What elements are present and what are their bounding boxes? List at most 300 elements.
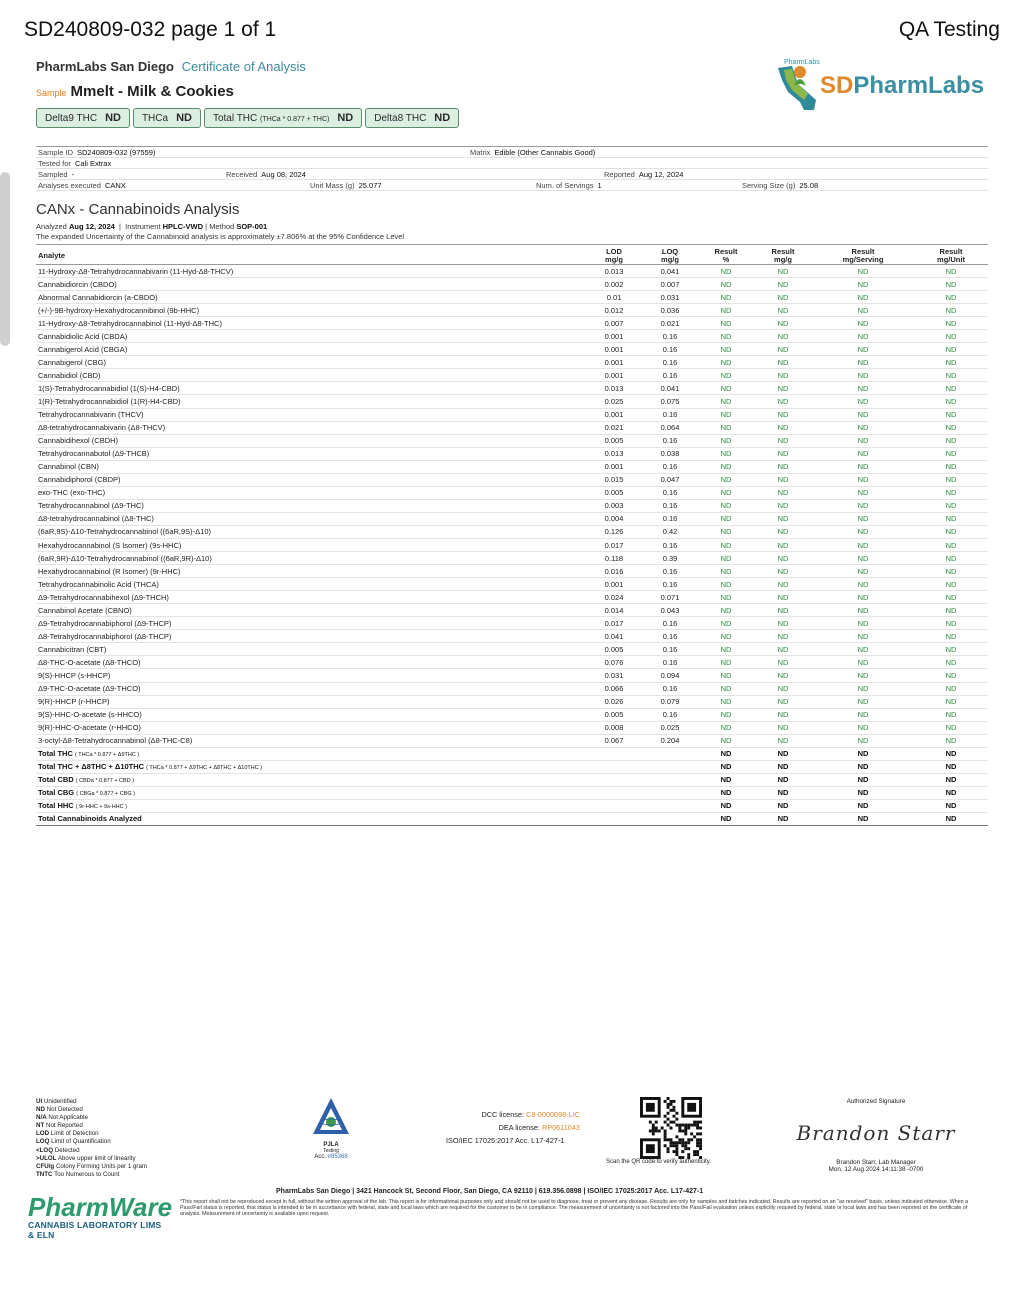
analyte-cell: 9(S)-HHCP (s-HHCP) (36, 669, 586, 682)
result-pct-cell: ND (698, 278, 754, 291)
loq-cell: 0.047 (642, 473, 698, 486)
result-serving-cell: ND (812, 695, 914, 708)
empty-cell (642, 786, 698, 799)
table-row (36, 604, 988, 617)
result-unit-cell: ND (914, 525, 988, 538)
result-pct-cell: ND (698, 525, 754, 538)
result-mgg-cell: ND (754, 408, 812, 421)
lod-cell: 0.002 (586, 278, 642, 291)
legend-item: CFU/g Colony Forming Units per 1 gram (36, 1162, 148, 1170)
sample-name: Mmelt - Milk & Cookies (70, 83, 234, 100)
result-mgg-cell: ND (754, 421, 812, 434)
result-serving-cell: ND (812, 317, 914, 330)
result-unit-cell: ND (914, 304, 988, 317)
table-row (36, 695, 988, 708)
result-mgg-cell: ND (754, 343, 812, 356)
result-pct-cell: ND (698, 408, 754, 421)
table-row (36, 617, 988, 630)
table-row (36, 656, 988, 669)
loq-cell: 0.079 (642, 695, 698, 708)
abbreviation-legend (36, 1098, 147, 1179)
result-serving-cell: ND (812, 512, 914, 525)
legend-item: LOD Limit of Detection (36, 1130, 99, 1138)
result-mgg-cell: ND (754, 512, 812, 525)
loq-cell: 0.16 (642, 512, 698, 525)
result-serving-cell: ND (812, 617, 914, 630)
analyte-cell: Abnormal Cannabidiorcin (a-CBDO) (36, 291, 586, 304)
loq-cell: 0.031 (642, 291, 698, 304)
loq-cell: 0.16 (642, 565, 698, 578)
analyte-cell: 11-Hydroxy-Δ8-Tetrahydrocannabinol (11-Hyd-Δ8-THC) (36, 317, 586, 330)
loq-cell: 0.16 (642, 538, 698, 551)
result-serving-cell: ND (812, 525, 914, 538)
dcc-license: DCC license: C8-0000098-LIC (481, 1110, 580, 1119)
loq-cell: 0.071 (642, 591, 698, 604)
analyte-cell: Cannabinol (CBN) (36, 460, 586, 473)
total-result-cell: ND (914, 747, 988, 760)
legend-item: TNTC Too Numerous to Count (36, 1170, 120, 1178)
pharmware-tagline: CANNABIS LABORATORY LIMS & ELN (28, 1220, 162, 1240)
result-unit-cell: ND (914, 369, 988, 382)
legend-item: ND Not Detected (36, 1106, 83, 1114)
result-mgg-cell: ND (754, 669, 812, 682)
legend-item: LOQ Limit of Quantification (36, 1138, 111, 1146)
badge-delta8-thc: Delta8 THC ND (365, 108, 459, 128)
lod-cell: 0.001 (586, 356, 642, 369)
total-label-cell: Total THC ( THCa * 0.877 + Δ9THC ) (36, 747, 586, 760)
result-pct-cell: ND (698, 682, 754, 695)
loq-cell: 0.036 (642, 304, 698, 317)
result-mgg-cell: ND (754, 382, 812, 395)
result-unit-cell: ND (914, 512, 988, 525)
table-row (36, 408, 988, 421)
result-pct-cell: ND (698, 695, 754, 708)
sample-title-line (36, 83, 234, 100)
total-result-cell: ND (698, 786, 754, 799)
result-unit-cell: ND (914, 604, 988, 617)
result-mgg-cell: ND (754, 356, 812, 369)
result-pct-cell: ND (698, 356, 754, 369)
loq-cell: 0.16 (642, 356, 698, 369)
lod-cell: 0.076 (586, 656, 642, 669)
analyte-cell: 11-Hydroxy-Δ8-Tetrahydrocannabivarin (11-Hyd-Δ8-THCV) (36, 265, 586, 278)
total-row (36, 747, 988, 760)
result-mgg-cell: ND (754, 708, 812, 721)
result-serving-cell: ND (812, 565, 914, 578)
total-label-cell: Total THC + Δ8THC + Δ10THC ( THCa * 0.877 + Δ9THC + Δ8THC + Δ10THC ) (36, 760, 586, 773)
result-mgg-cell: ND (754, 617, 812, 630)
table-row (36, 460, 988, 473)
license-info (446, 1108, 580, 1147)
lod-cell: 0.004 (586, 512, 642, 525)
cannabinoid-results-table (36, 244, 988, 826)
empty-cell (586, 773, 642, 786)
result-pct-cell: ND (698, 630, 754, 643)
result-serving-cell: ND (812, 721, 914, 734)
analyte-cell: Hexahydrocannabinol (R Isomer) (9r-HHC) (36, 565, 586, 578)
analyte-cell: Δ9-THC-O-acetate (Δ9-THCO) (36, 682, 586, 695)
result-serving-cell: ND (812, 669, 914, 682)
result-pct-cell: ND (698, 734, 754, 747)
result-unit-cell: ND (914, 565, 988, 578)
result-mgg-cell: ND (754, 460, 812, 473)
table-row (36, 447, 988, 460)
result-pct-cell: ND (698, 395, 754, 408)
analyte-cell: Δ9-Tetrahydrocannabihexol (Δ9-THCH) (36, 591, 586, 604)
empty-cell (586, 786, 642, 799)
signature-heading: Authorized Signature (846, 1098, 906, 1105)
total-label-cell: Total CBG ( CBGa * 0.877 + CBG ) (36, 786, 586, 799)
loq-cell: 0.16 (642, 617, 698, 630)
table-row (36, 278, 988, 291)
result-unit-cell: ND (914, 330, 988, 343)
result-mgg-cell: ND (754, 369, 812, 382)
info-row: Sampled - Received Aug 08, 2024 Reported Aug 12, 2024 (36, 169, 988, 180)
lod-cell: 0.024 (586, 591, 642, 604)
qr-caption: Scan the QR code to verify authenticity. (606, 1159, 711, 1165)
total-result-cell: ND (812, 747, 914, 760)
analyte-cell: Cannabidihexol (CBDH) (36, 434, 586, 447)
result-pct-cell: ND (698, 265, 754, 278)
result-serving-cell: ND (812, 643, 914, 656)
viewer-header (24, 18, 1000, 48)
result-serving-cell: ND (812, 486, 914, 499)
sdpharmlabs-logo (770, 56, 984, 114)
table-row (36, 421, 988, 434)
col-result-serving: Result mg/Serving (812, 245, 914, 265)
signature-timestamp: Mon, 12 Aug 2024 14:11:38 -0700 (828, 1166, 924, 1173)
scrollbar-thumb[interactable] (0, 172, 10, 346)
result-pct-cell: ND (698, 604, 754, 617)
result-pct-cell: ND (698, 369, 754, 382)
result-pct-cell: ND (698, 538, 754, 551)
table-row (36, 382, 988, 395)
total-row (36, 799, 988, 812)
result-pct-cell: ND (698, 330, 754, 343)
result-pct-cell: ND (698, 421, 754, 434)
loq-cell: 0.16 (642, 682, 698, 695)
signer-name: Brandon Starr, Lab Manager (836, 1159, 916, 1166)
result-serving-cell: ND (812, 656, 914, 669)
sample-label: Sample (36, 88, 67, 98)
analyte-cell: Cannabigerol (CBG) (36, 356, 586, 369)
total-result-cell: ND (812, 799, 914, 812)
result-serving-cell: ND (812, 473, 914, 486)
result-mgg-cell: ND (754, 538, 812, 551)
legend-item: N/A Not Applicable (36, 1114, 88, 1122)
total-result-cell: ND (698, 799, 754, 812)
uncertainty-note: The expanded Uncertainty of the Cannabinoid analysis is approximately ±7.806% at the 95% Confidence Level (36, 232, 405, 241)
result-unit-cell: ND (914, 656, 988, 669)
total-result-cell: ND (754, 760, 812, 773)
result-serving-cell: ND (812, 330, 914, 343)
table-row (36, 734, 988, 747)
result-serving-cell: ND (812, 356, 914, 369)
lod-cell: 0.005 (586, 643, 642, 656)
col-result-unit: Result mg/Unit (914, 245, 988, 265)
result-serving-cell: ND (812, 734, 914, 747)
result-unit-cell: ND (914, 278, 988, 291)
analyte-cell: 9(R)-HHCP (r-HHCP) (36, 695, 586, 708)
result-mgg-cell: ND (754, 643, 812, 656)
viewer-mode-label: QA Testing (898, 18, 1000, 41)
col-loq: LOQ mg/g (642, 245, 698, 265)
analyte-cell: 9(S)-HHC-O-acetate (s-HHCO) (36, 708, 586, 721)
result-mgg-cell: ND (754, 630, 812, 643)
table-row (36, 538, 988, 551)
analysis-title: CANx - Cannabinoids Analysis (36, 201, 240, 218)
result-serving-cell: ND (812, 304, 914, 317)
result-mgg-cell: ND (754, 721, 812, 734)
empty-cell (642, 812, 698, 825)
lod-cell: 0.001 (586, 369, 642, 382)
loq-cell: 0.16 (642, 643, 698, 656)
table-row (36, 304, 988, 317)
result-serving-cell: ND (812, 291, 914, 304)
result-mgg-cell: ND (754, 552, 812, 565)
total-result-cell: ND (698, 812, 754, 825)
result-unit-cell: ND (914, 721, 988, 734)
analyte-cell: Cannabidiorcin (CBDO) (36, 278, 586, 291)
result-pct-cell: ND (698, 656, 754, 669)
lod-cell: 0.005 (586, 486, 642, 499)
result-unit-cell: ND (914, 356, 988, 369)
result-pct-cell: ND (698, 565, 754, 578)
total-result-cell: ND (698, 747, 754, 760)
signature-image: Brandon Starr (796, 1121, 956, 1145)
table-row (36, 434, 988, 447)
result-pct-cell: ND (698, 643, 754, 656)
result-pct-cell: ND (698, 343, 754, 356)
lod-cell: 0.013 (586, 265, 642, 278)
loq-cell: 0.041 (642, 382, 698, 395)
total-row (36, 760, 988, 773)
lod-cell: 0.026 (586, 695, 642, 708)
analyte-cell: 3-octyl-Δ8-Tetrahydrocannabinol (Δ8-THC-C8) (36, 734, 586, 747)
table-row (36, 669, 988, 682)
lod-cell: 0.003 (586, 499, 642, 512)
total-result-cell: ND (914, 786, 988, 799)
lod-cell: 0.025 (586, 395, 642, 408)
lod-cell: 0.015 (586, 473, 642, 486)
lod-cell: 0.001 (586, 330, 642, 343)
result-serving-cell: ND (812, 343, 914, 356)
loq-cell: 0.42 (642, 525, 698, 538)
analyte-cell: exo-THC (exo-THC) (36, 486, 586, 499)
info-row: Tested for Cali Extrax (36, 158, 988, 169)
loq-cell: 0.064 (642, 421, 698, 434)
loq-cell: 0.16 (642, 330, 698, 343)
loq-cell: 0.16 (642, 369, 698, 382)
result-pct-cell: ND (698, 708, 754, 721)
table-row (36, 265, 988, 278)
total-row (36, 812, 988, 825)
result-pct-cell: ND (698, 382, 754, 395)
total-label-cell: Total CBD ( CBDa * 0.877 + CBD ) (36, 773, 586, 786)
table-row (36, 721, 988, 734)
lod-cell: 0.014 (586, 604, 642, 617)
total-result-cell: ND (812, 786, 914, 799)
dea-license: DEA license: RP0611043 (498, 1123, 580, 1132)
total-result-cell: ND (754, 747, 812, 760)
legend-item: <LOQ Detected (36, 1146, 80, 1154)
col-result-pct: Result % (698, 245, 754, 265)
qr-code-icon[interactable] (640, 1097, 702, 1159)
table-row (36, 565, 988, 578)
loq-cell: 0.094 (642, 669, 698, 682)
result-mgg-cell: ND (754, 695, 812, 708)
total-result-cell: ND (812, 812, 914, 825)
lod-cell: 0.017 (586, 617, 642, 630)
pharmware-wordmark: PharmWare (28, 1192, 173, 1222)
lod-cell: 0.118 (586, 552, 642, 565)
badge-total-thc: Total THC (THCa * 0.877 + THC) ND (204, 108, 362, 128)
empty-cell (642, 747, 698, 760)
result-unit-cell: ND (914, 538, 988, 551)
legend-item: UI Unidentified (36, 1098, 77, 1105)
table-row (36, 682, 988, 695)
result-pct-cell: ND (698, 304, 754, 317)
analyte-cell: 1(S)-Tetrahydrocannabidiol (1(S)-H4-CBD) (36, 382, 586, 395)
result-unit-cell: ND (914, 499, 988, 512)
table-header-row (36, 245, 988, 265)
result-mgg-cell: ND (754, 578, 812, 591)
lab-name: PharmLabs San Diego (36, 59, 174, 74)
lod-cell: 0.001 (586, 343, 642, 356)
empty-cell (586, 812, 642, 825)
loq-cell: 0.204 (642, 734, 698, 747)
table-row (36, 643, 988, 656)
info-row: Analyses executed CANX Unit Mass (g) 25.077 Num. of Servings 1 Serving Size (g) 25.08 (36, 180, 988, 191)
signature-block (786, 1098, 966, 1173)
total-result-cell: ND (754, 773, 812, 786)
analyte-cell: Cannabidiphorol (CBDP) (36, 473, 586, 486)
result-mgg-cell: ND (754, 565, 812, 578)
table-row (36, 356, 988, 369)
result-serving-cell: ND (812, 499, 914, 512)
loq-cell: 0.16 (642, 708, 698, 721)
logo-wordmark: SDPharmLabs (820, 72, 985, 99)
document-id-page: SD240809-032 page 1 of 1 (24, 18, 277, 41)
result-mgg-cell: ND (754, 591, 812, 604)
analyte-cell: (+/-)-9B-hydroxy-Hexahydrocannibinol (9b-HHC) (36, 304, 586, 317)
result-mgg-cell: ND (754, 317, 812, 330)
footer (0, 1090, 1024, 1290)
result-mgg-cell: ND (754, 682, 812, 695)
pjla-name: PJLA (323, 1142, 339, 1148)
result-serving-cell: ND (812, 434, 914, 447)
result-mgg-cell: ND (754, 278, 812, 291)
result-serving-cell: ND (812, 552, 914, 565)
result-serving-cell: ND (812, 395, 914, 408)
legend-item: NT Not Reported (36, 1122, 83, 1130)
result-unit-cell: ND (914, 682, 988, 695)
lod-cell: 0.005 (586, 434, 642, 447)
table-row (36, 591, 988, 604)
result-mgg-cell: ND (754, 499, 812, 512)
result-unit-cell: ND (914, 343, 988, 356)
loq-cell: 0.16 (642, 578, 698, 591)
loq-cell: 0.16 (642, 408, 698, 421)
analyte-cell: 1(R)-Tetrahydrocannabidiol (1(R)-H4-CBD) (36, 395, 586, 408)
lod-cell: 0.001 (586, 408, 642, 421)
total-label-cell: Total Cannabinoids Analyzed (36, 812, 586, 825)
lod-cell: 0.041 (586, 630, 642, 643)
empty-cell (642, 799, 698, 812)
result-pct-cell: ND (698, 434, 754, 447)
analyte-cell: Cannabinol Acetate (CBNO) (36, 604, 586, 617)
pjla-accreditation (302, 1096, 360, 1160)
result-serving-cell: ND (812, 578, 914, 591)
loq-cell: 0.025 (642, 721, 698, 734)
analyte-cell: 9(R)-HHC-O-acetate (r-HHCO) (36, 721, 586, 734)
total-result-cell: ND (812, 760, 914, 773)
table-row (36, 291, 988, 304)
lod-cell: 0.021 (586, 421, 642, 434)
result-mgg-cell: ND (754, 265, 812, 278)
result-mgg-cell: ND (754, 395, 812, 408)
lod-cell: 0.013 (586, 447, 642, 460)
table-row (36, 486, 988, 499)
col-result-mgg: Result mg/g (754, 245, 812, 265)
total-result-cell: ND (914, 799, 988, 812)
result-serving-cell: ND (812, 460, 914, 473)
result-pct-cell: ND (698, 669, 754, 682)
result-pct-cell: ND (698, 460, 754, 473)
lod-cell: 0.016 (586, 565, 642, 578)
result-unit-cell: ND (914, 421, 988, 434)
lod-cell: 0.013 (586, 382, 642, 395)
table-row (36, 630, 988, 643)
lod-cell: 0.017 (586, 538, 642, 551)
legend-item: >ULOL Above upper limit of linearity (36, 1154, 136, 1162)
doc-type: Certificate of Analysis (181, 59, 306, 74)
pjla-logo-icon (311, 1096, 351, 1136)
result-pct-cell: ND (698, 486, 754, 499)
analyte-cell: (6aR,9R)-Δ10-Tetrahydrocannabinol ((6aR,9R)-Δ10) (36, 552, 586, 565)
table-row (36, 395, 988, 408)
result-pct-cell: ND (698, 473, 754, 486)
table-row (36, 525, 988, 538)
analyte-cell: Δ8-tetrahydrocannabivarin (Δ8-THCV) (36, 421, 586, 434)
result-unit-cell: ND (914, 630, 988, 643)
result-mgg-cell: ND (754, 486, 812, 499)
lod-cell: 0.126 (586, 525, 642, 538)
summary-badges (36, 108, 462, 128)
total-result-cell: ND (754, 812, 812, 825)
result-pct-cell: ND (698, 552, 754, 565)
result-mgg-cell: ND (754, 291, 812, 304)
loq-cell: 0.16 (642, 343, 698, 356)
result-mgg-cell: ND (754, 447, 812, 460)
lod-cell: 0.066 (586, 682, 642, 695)
result-pct-cell: ND (698, 578, 754, 591)
lod-cell: 0.067 (586, 734, 642, 747)
lod-cell: 0.007 (586, 317, 642, 330)
loq-cell: 0.16 (642, 630, 698, 643)
result-serving-cell: ND (812, 447, 914, 460)
table-row (36, 473, 988, 486)
result-mgg-cell: ND (754, 304, 812, 317)
table-row (36, 369, 988, 382)
result-unit-cell: ND (914, 695, 988, 708)
result-unit-cell: ND (914, 460, 988, 473)
lod-cell: 0.031 (586, 669, 642, 682)
empty-cell (586, 760, 642, 773)
result-pct-cell: ND (698, 499, 754, 512)
result-mgg-cell: ND (754, 434, 812, 447)
table-row (36, 499, 988, 512)
